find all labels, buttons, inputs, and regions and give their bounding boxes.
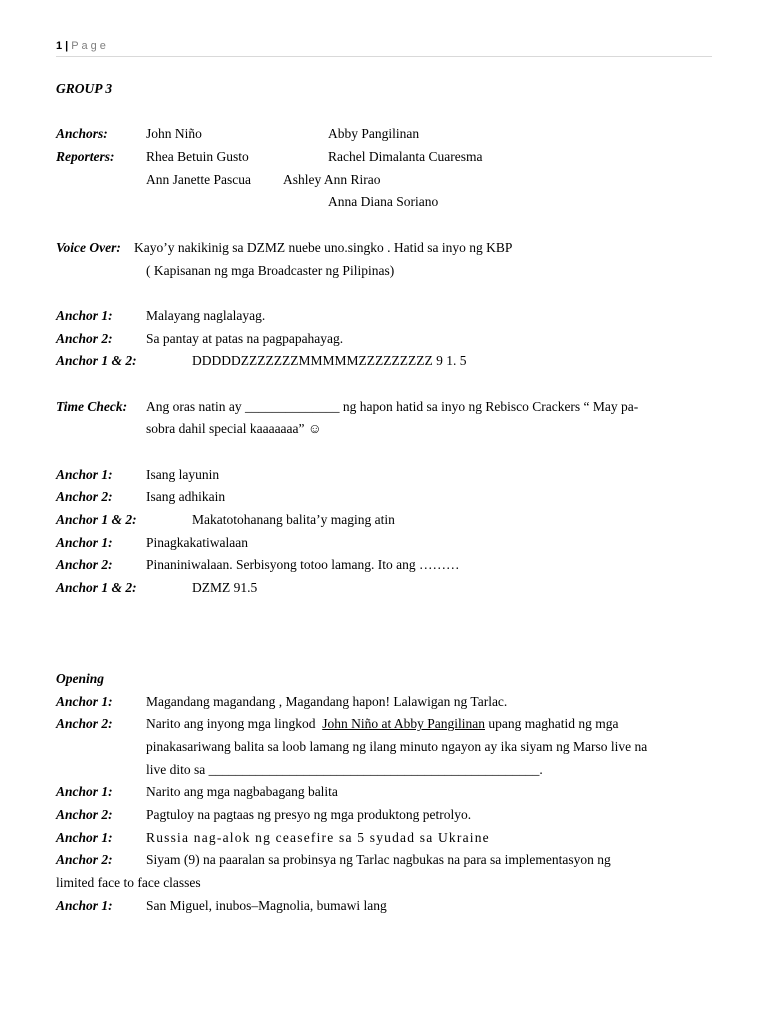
speaker-text: San Miguel, inubos–Magnolia, bumawi lang: [146, 897, 387, 913]
script-line: [56, 464, 716, 487]
voice-over-line: [56, 260, 716, 283]
speaker-label: Anchor 1:: [56, 307, 113, 323]
script-line: [56, 486, 716, 509]
speaker-text: Makatotohanang balita’y maging atin: [192, 512, 395, 528]
speaker-text: Russia nag-alok ng ceasefire sa 5 syudad sa Ukraine: [146, 829, 490, 845]
script-line: [56, 804, 716, 827]
speaker-text: Siyam (9) na paaralan sa probinsya ng Tarlac nagbukas na para sa implementasyon ng: [146, 852, 611, 868]
speaker-label: Anchor 1:: [56, 784, 113, 800]
speaker-text: Magandang magandang , Magandang hapon! Lalawigan ng Tarlac.: [146, 693, 508, 709]
reporters-line: [56, 191, 716, 214]
script-line: [56, 350, 716, 373]
page-number: 1: [56, 40, 63, 52]
speaker-label: Anchor 2:: [56, 716, 113, 732]
speaker-text: Narito ang inyong mga lingkod John Niño at Abby Pangilinan upang maghatid ng mga: [146, 716, 619, 732]
speaker-text: pinakasariwang balita sa loob lamang ng ilang minuto ngayon ay ika siyam ng Marso live na: [146, 738, 648, 754]
speaker-label: Anchor 2:: [56, 807, 113, 822]
speaker-label: Anchor 2:: [56, 557, 113, 573]
script-line: [56, 849, 716, 872]
fill-in-blank: ______________: [244, 398, 340, 414]
anchors-label: Anchors:: [56, 126, 108, 142]
anchor-name-b: Abby Pangilinan: [328, 126, 420, 142]
speaker-text: limited face to face classes: [56, 875, 201, 891]
group-title: GROUP 3: [56, 81, 113, 96]
time-check-text: sobra dahil special kaaaaaaa” ☺: [146, 421, 322, 437]
speaker-label: Anchor 1 & 2:: [56, 512, 137, 528]
script-line: [56, 577, 716, 600]
voice-over-label: Voice Over:: [56, 239, 121, 255]
script-line: [56, 532, 716, 555]
script-line: [56, 509, 716, 532]
reporter-name: Rachel Dimalanta Cuaresma: [328, 149, 483, 165]
speaker-label: Anchor 1:: [56, 693, 113, 709]
speaker-label: Anchor 1 & 2:: [56, 580, 137, 596]
speaker-label: Anchor 2:: [56, 330, 113, 346]
script-line: [56, 713, 716, 736]
speaker-text: DZMZ 91.5: [192, 580, 258, 596]
reporter-name: Anna Diana Soriano: [328, 194, 439, 210]
fill-in-blank: _________________________________________________.: [208, 761, 543, 777]
speaker-text: Malayang naglalayag.: [146, 307, 266, 323]
time-check-line: [56, 396, 716, 419]
speaker-text: Sa pantay at patas na pagpapahayag.: [146, 330, 344, 346]
speaker-text: Isang adhikain: [146, 489, 226, 505]
script-line: [56, 554, 716, 577]
script-line: [56, 895, 716, 918]
script-line-continued: [56, 736, 716, 759]
page-header: [56, 40, 712, 57]
voice-over-text: ( Kapisanan ng mga Broadcaster ng Pilipinas): [146, 262, 395, 278]
anchors-line: [56, 123, 716, 146]
script-line: [56, 305, 716, 328]
script-line: [56, 691, 716, 714]
time-check-text: Ang oras natin ay ______________ ng hapon hatid sa inyo ng Rebisco Crackers “ May pa-: [146, 398, 639, 414]
script-line: [56, 328, 716, 351]
opening-title: Opening: [56, 670, 105, 686]
script-line: [56, 827, 716, 850]
time-check-label: Time Check:: [56, 398, 128, 414]
reporters-line: [56, 169, 716, 192]
reporter-name: Ashley Ann Rirao: [283, 171, 381, 187]
speaker-text: Pinaniniwalaan. Serbisyong totoo lamang. Ito ang ………: [146, 557, 460, 573]
speaker-label: Anchor 2:: [56, 852, 113, 868]
speaker-text: Narito ang mga nagbabagang balita: [146, 784, 338, 800]
speaker-label: Anchor 2:: [56, 489, 113, 505]
speaker-label: Anchor 1:: [56, 829, 113, 845]
script-line-continued: [56, 759, 716, 782]
header-separator: |: [65, 40, 69, 52]
page-word: Page: [71, 40, 109, 52]
anchor-names: John Niño at Abby Pangilinan: [322, 716, 485, 732]
speaker-text: Pagtuloy na pagtaas ng presyo ng mga produktong petrolyo.: [146, 807, 472, 822]
script-line: [56, 781, 716, 804]
time-check-line: [56, 418, 716, 441]
speaker-label: Anchor 1:: [56, 466, 113, 482]
reporters-label: Reporters:: [56, 149, 115, 165]
speaker-label: Anchor 1 & 2:: [56, 353, 137, 369]
voice-over-line: [56, 237, 716, 260]
reporter-name: Rhea Betuin Gusto: [146, 149, 249, 165]
script-line-continued: [56, 872, 716, 895]
reporters-line: [56, 146, 716, 169]
voice-over-text: Kayo’y nakikinig sa DZMZ nuebe uno.singko . Hatid sa inyo ng KBP: [134, 239, 513, 255]
speaker-text: Isang layunin: [146, 466, 220, 482]
speaker-text: DDDDDZZZZZZZMMMMMZZZZZZZZZ 9 1. 5: [192, 353, 467, 369]
anchor-name-a: John Niño: [146, 126, 202, 142]
speaker-label: Anchor 1:: [56, 897, 113, 913]
document-body: [56, 78, 716, 917]
speaker-text: live dito sa _________________________________________________.: [146, 761, 543, 777]
speaker-text: Pinagkakatiwalaan: [146, 534, 248, 550]
reporter-name: Ann Janette Pascua: [146, 171, 251, 187]
speaker-label: Anchor 1:: [56, 534, 113, 550]
